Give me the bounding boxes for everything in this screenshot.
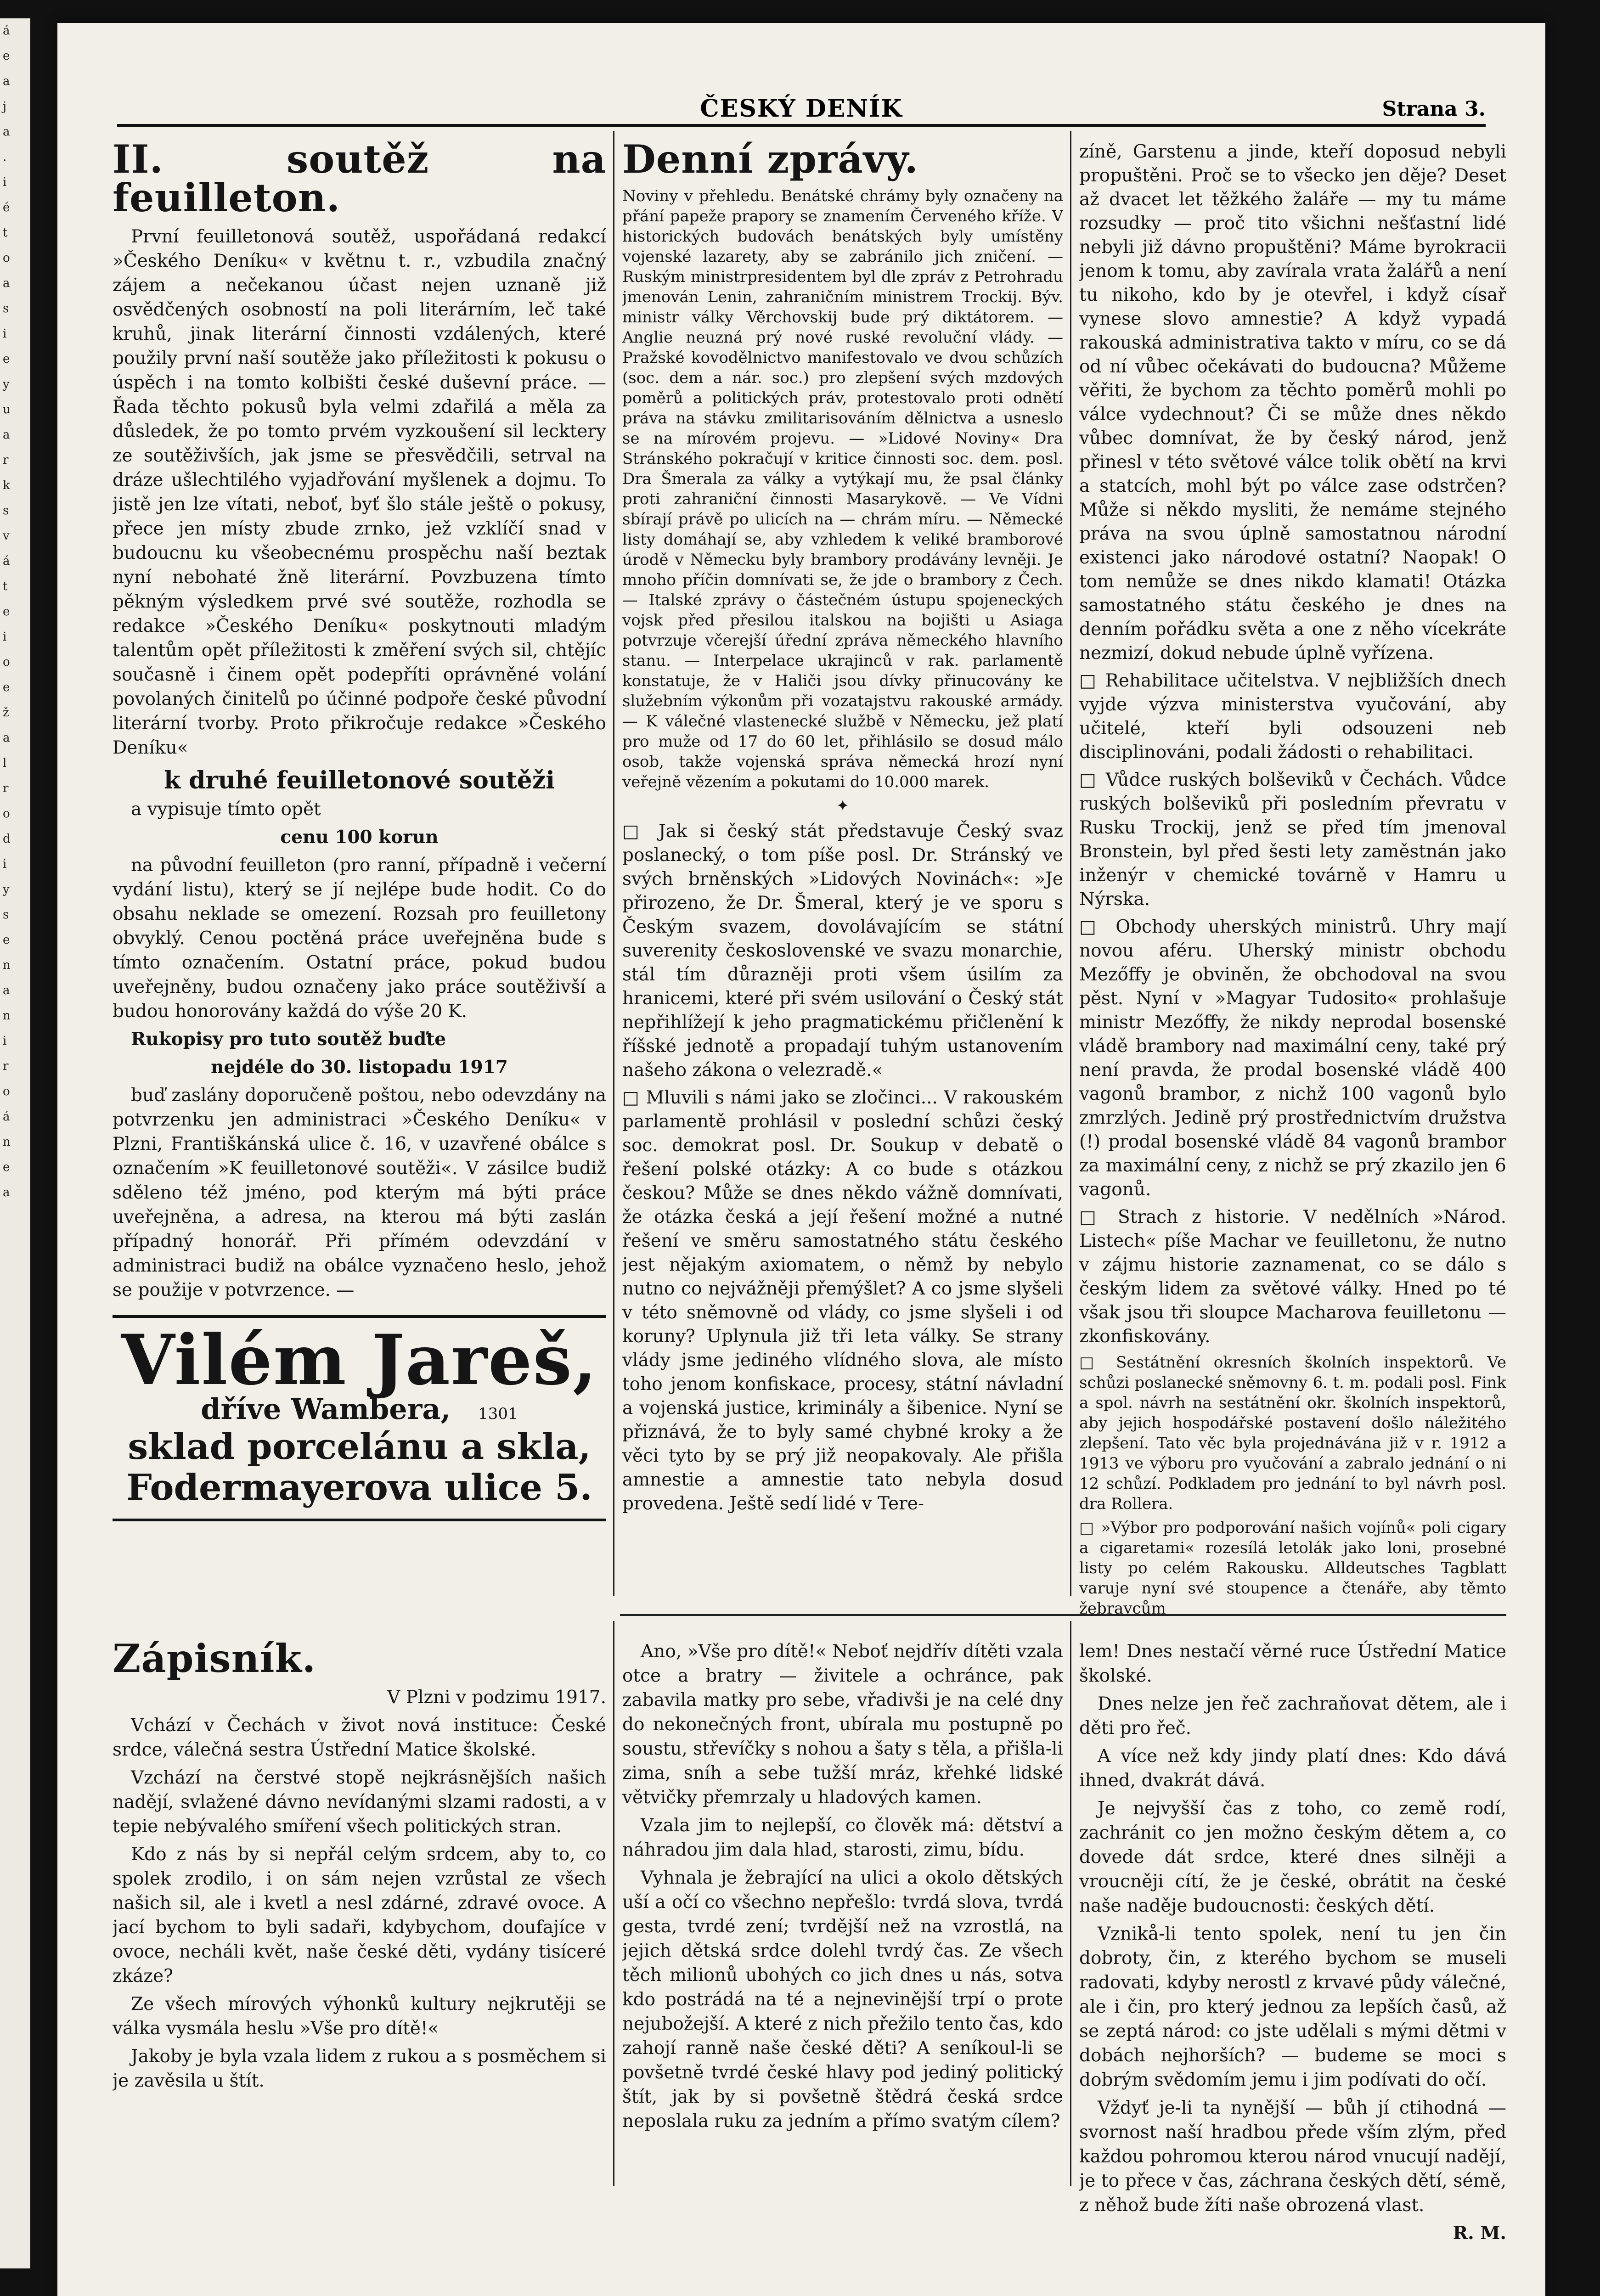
notebook-paragraph: Jakoby je byla vzala lidem z rukou a s posměchem si je zavěsila u štít. <box>113 2046 606 2091</box>
edge-glyph: a <box>3 125 10 139</box>
edge-glyph: e <box>3 352 10 366</box>
ad-number: 1301 <box>478 1404 518 1423</box>
edge-glyph: t <box>3 226 8 240</box>
edge-glyph: a <box>3 984 10 997</box>
edge-glyph: é <box>3 201 10 214</box>
newspaper-page <box>57 23 1545 2296</box>
edge-glyph: i <box>3 327 7 341</box>
edge-glyph: . <box>3 150 7 164</box>
notebook-paragraph: A více než kdy jindy platí dnes: Kdo dává ihned, dvakrát dává. <box>1079 1746 1506 1791</box>
running-header <box>117 92 1486 127</box>
edge-glyph: n <box>3 958 11 972</box>
edge-glyph: o <box>3 807 10 821</box>
edge-glyph: n <box>3 1135 11 1149</box>
notebook-paragraph: Kdo z nás by si nepřál celým srdcem, aby to, co spolek zrodilo, i on sám nejen vzrůstal ze všech našich sil, ale i kvetl a nesl zdárné, zdravé ovoce. A jací bychom to byli sadaři, kdybychom, doufajíce v ovoce, necháli květ, naše české děti, vydány tisíceré zkáze? <box>113 1844 606 1986</box>
edge-glyph: e <box>3 681 10 694</box>
edge-glyph: á <box>3 554 10 568</box>
news-item: □ Mluvili s námi jako se zločinci... V rakouském parlamentě prohlásil v poslední schůzi český soc. demokrat posl. Dr. Soukup v debatě o řešení polské otázky: A co bude s otázkou českou? Může se dnes někdo vážně domnívati, že otázka česká a její řešení možné a nutné řešení ve směru samostatného státu českého jest nějakým axiomatem, o němž by nebylo nutno co nejvážněji přemýšlet? A co jsme slyšeli v této sněmovně od vlády, co jsme slyšeli i od koruny? Uplynula již tři leta války. Se strany vlády jsme jediného vlídného slova, ale místo toho jenom konfiskace, procesy, státní návladní a vojenská justice, kriminály a šibenice. Nyní se přiznává, že to byly samé chybné kroky a že věci tyto by se prý již neopakovaly. Ale přišla amnestie a amnestie tato nebyla dosud provedena. Ještě sedí lidé v Tere- <box>622 1087 1063 1514</box>
edge-glyph: s <box>3 504 9 518</box>
notebook-paragraph: Vzala jim to nejlepší, co člověk má: dětství a náhradou jim dala hlad, starosti, zimu, bídu. <box>622 1815 1063 1860</box>
daily-news-column <box>622 140 1063 1519</box>
edge-glyph: y <box>3 883 10 896</box>
notebook-paragraph: Vzchází na čerstvé stopě nejkrásnějších našich nadějí, svlažené dávno nevídanými slzami radosti, a v tepie nebývalého smíření všech politických stran. <box>113 1767 606 1837</box>
edge-glyph: t <box>3 580 8 593</box>
contest-deadline-label: Rukopisy pro tuto soutěž buďte <box>131 1029 446 1050</box>
edge-glyph: e <box>3 49 10 63</box>
contest-paragraph: První feuilletonová soutěž, uspořádaná redakcí »Českého Deníku« v květnu t. r., vzbudila značný zájem a nečekanou účast nejen uznaně již osvědčených osobností na poli literárním, leč také kruhů, jinak literární činnosti vzdálených, které použily první naší soutěže jako příležitosti k pokusu o úspěch i na tomto kolbišti české duševní práce. — Řada těchto pokusů byla velmi zdařilá a měla za důsledek, že po tomto prvém vyzkoušení sil lecktery ze soutěživších, jak jsme se přesvědčili, setrval na dráze ušlechtilého vyjadřování myšlenek a dojmu. To jistě jen lze vítati, neboť, byť šlo stále ještě o pokusy, přece jen místy zbude zrnko, jež vzklíčí snad v budoucnu ku všeobecnému prospěchu naší beztak nyní nebohaté žně literární. Povzbuzena tímto pěkným výsledkem prvé své soutěže, rozhodla se redakce »Českého Deníku« poskytnouti mladým talentům opět příležitosti k změření svých sil, chtějíc současně i činem opět podepříti oprávněné volání povolaných činitelů po účinné podpoře české původní literární tvorby. Proto přikročuje redakce »Českého Deníku« <box>113 226 606 758</box>
edge-glyph: k <box>3 478 10 492</box>
page-number: Strana 3. <box>1382 97 1486 121</box>
edge-glyph: d <box>3 832 11 846</box>
contest-paragraph: buď zaslány doporučeně poštou, nebo odevzdány na potvrzenku jen administraci »Českého Deníku« v Plzni, Františkánská ulice č. 16, v uzavřené obálce s označením »K feuilletonové soutěži«. V zásilce budiž sděleno též jméno, pod kterým má býti práce uveřejněna, a adresa, na kterou má býti zaslán případný honorář. Při přímém odevzdání v administraci budiž na obálce vyznačeno heslo, jehož se použije v potvrzence. — <box>113 1085 606 1300</box>
notebook-paragraph: Je nejvyšší čas z toho, co země rodí, zachránit co jen možno českým dětem a, co dovede dát srdce, které dnes silněji a vroucněji cítí, že je české, obrátit na české naše naděje budoucnosti: českých dětí. <box>1079 1798 1506 1916</box>
ad-line: sklad porcelánu a skla, <box>128 1425 591 1468</box>
news-item: □ »Výbor pro podporování našich vojínů« poli cigary a cigaretami« rozesílá letolák jako loni, prosebné listy po celém Rakousku. Alldeutsches Tagblatt varuje nyní své stoupence a čtenáře, aby těmto žebravcům <box>1079 1519 1506 1618</box>
ad-line: Fodermayerova ulice 5. <box>126 1467 592 1509</box>
notebook-paragraph: Vchází v Čechách v život nová instituce: České srdce, válečná sestra Ústřední Matice školské. <box>113 1715 606 1760</box>
edge-glyph: á <box>3 24 10 38</box>
notebook-column <box>113 1639 606 2097</box>
edge-glyph: e <box>3 933 10 947</box>
edge-glyph: o <box>3 1085 10 1098</box>
edge-glyph: a <box>3 1186 10 1199</box>
ad-name: Vilém Jareš, <box>121 1320 598 1401</box>
edge-glyph: o <box>3 655 10 669</box>
edge-glyph: r <box>3 453 9 467</box>
feuilleton-contest-column <box>113 140 606 1521</box>
notebook-heading: Zápisník. <box>113 1639 316 1681</box>
notebook-paragraph: Vznikå-li tento spolek, není tu jen čin dobroty, čin, z kterého bychom se museli radovati, kdyby nerostl z krvavé půdy válečné, ale i čin, pro který jednou za lepších časů, až se zeptá národ: co jste udělali s mými dětmi v dobách nejhorších? — budeme se moci s dobrým svědomím jemu i jim podívati do očí. <box>1079 1924 1506 2090</box>
notebook-dateline: V Plzni v podzimu 1917. <box>387 1687 606 1708</box>
news-column-continued <box>1079 140 1506 1622</box>
edge-glyph: s <box>3 908 9 922</box>
edge-glyph: v <box>3 529 10 543</box>
column-rule <box>613 1621 614 2186</box>
contest-deadline-date: nejdéle do 30. listopadu 1917 <box>211 1057 508 1078</box>
edge-glyph: i <box>3 857 7 871</box>
contest-subheading: k druhé feuilletonové soutěži <box>163 766 555 794</box>
ad-formerly: dříve Wambera, <box>201 1392 451 1426</box>
contest-prize: cenu 100 korun <box>280 827 439 848</box>
edge-glyph: ž <box>3 706 9 720</box>
edge-glyph: i <box>3 1034 7 1048</box>
edge-glyph: i <box>3 630 7 644</box>
edge-glyph: i <box>3 175 7 189</box>
edge-glyph: e <box>3 1160 10 1174</box>
notebook-paragraph: Vždyť je-li ta nynější — bůh jí ctihodná — svornost naší hradbou přede vším zlým, před každou pohromou kterou národ vnucují nadějí, je to přece v čas, záchrana českých dětí, sémě, z něhož bude žíti naše obrozená vlast. <box>1079 2098 1506 2216</box>
edge-glyph: n <box>3 1009 11 1023</box>
edge-glyph: u <box>3 403 11 416</box>
notebook-paragraph: lem! Dnes nestačí věrné ruce Ústřední Matice školské. <box>1079 1641 1506 1686</box>
notebook-column-2 <box>622 1639 1063 2137</box>
news-item: □ Sestátnění okresních školních inspektorů. Ve schůzi poslanecké sněmovny 6. t. m. podali posl. Fink a spol. návrh na sestátnění okr. školních inspektorů, aby jejich hospodářské postavení došlo náležitého zlepšení. Tato věc byla projednávána již v r. 1912 a 1913 ve výboru pro vyučování a zabralo jednání o ni 12 schůzí. Podkladem pro jednání to byl návrh posl. dra Rollera. <box>1079 1353 1506 1513</box>
notebook-paragraph: Vyhnala je žebrající na ulici a okolo dětských uší a očí co všechno nepřešlo: tvrdá slova, tvrdá gesta, tvrdé zení; tvrdější než na vzrostlá, na jejich dětská srdce dolehl tvrdý čas. Ze všech těch milionů ubohých co jich dnes u nás, sotva kdo postrádá na té a nejnevinější trpí o prote nejubožejší. A které z nich přežilo tento čas, kdo zahojí ranně naše české děti? A seníkoul-li se povšetně tvrdé české hlavy pod jediný politický štít, jak by si povšetně štědrá česká srdce neposlala ruku za jedním a přímo svatým cílem? <box>622 1868 1063 2132</box>
edge-glyph: a <box>3 428 10 442</box>
news-item: □ Strach z historie. V nedělních »Národ. Listech« píše Machar ve feuilletonu, že nutno v zájmu historie zaznamenat, co se dálo s českým lidem za světové války. Hned po té však jsou tři sloupce Macharova feuilletonu — zkonfiskovány. <box>1079 1207 1506 1347</box>
edge-glyph: a <box>3 731 10 745</box>
notebook-paragraph: Ano, »Vše pro dítě!« Neboť nejdřív dítěti vzala otce a bratry — živitele a ochránce, pak zabavila matky pro sebe, vřadivši je na celé dny do nekonečných front, ubírala mu postupně po soustu, střevíčky s nohou a šaty s těla, a přišla-li zima, sníh a sebe tužší mráz, křehké lidské větvičky přemrzaly u hladových kamen. <box>622 1641 1063 1808</box>
column-rule <box>613 131 614 1596</box>
news-item: zíně, Garstenu a jinde, kteří doposud nebyli propuštěni. Proč se to všecko jen děje? Deset až dvacet let těžkého žaláře — my tu máme rozsudky — proč tito všichni nešťastní lidé nebyli již dávno propuštěni? Máme byrokracii jenom k tomu, aby zavírala vrata žalářů a není tu nikoho, kdo by je otevřel, i když císař vynese slovo amnestie? A když vypadá rakouská administrativa takto v míru, co se dá od ní vůbec očekávati do budoucna? Můžeme věřiti, že bychom za těchto poměrů mohli po válce vydechnout? Či se může dnes někdo vůbec domnívat, že by český národ, jenž přinesl v této světové válce tolik obětí na krvi a statcích, mohl být po válce zase odstrčen? Může si někdo mysliti, že nemáme stejného práva na svou úplně samostatnou národní existenci jako národové ostatní? Naopak! O tom nemůže se dnes nikdo klamati! Otázka samostatného státu českého je dnes na denním pořádku světa a one z něho vícekráte nezmizí, dokud nebude úplně vyřízena. <box>1079 141 1506 664</box>
edge-glyph: a <box>3 74 10 88</box>
advertisement <box>113 1315 606 1521</box>
edge-glyph: e <box>3 605 10 619</box>
edge-glyph: o <box>3 251 10 265</box>
news-item: □ Rehabilitace učitelstva. V nejbližších dnech vyjde výzva ministerstva vyučování, aby učitelé, kteří byli odsouzeni neb disciplinováni, podali žádosti o rehabilitaci. <box>1079 670 1506 763</box>
edge-glyph: á <box>3 1110 10 1124</box>
notebook-paragraph: Ze všech mírových výhonků kultury nejkrutěji se válka vysmála heslu »Vše pro dítě!« <box>113 1994 606 2039</box>
edge-glyph: j <box>3 100 7 113</box>
notebook-paragraph: Dnes nelze jen řeč zachraňovat dětem, ale i děti pro řeč. <box>1079 1694 1506 1739</box>
edge-glyph: y <box>3 377 10 391</box>
news-item: □ Jak si český stát představuje Český svaz poslanecký, o tom píše posl. Dr. Stránský ve svých brněnských »Lidových Novinách«: »Je přirozeno, že Dr. Šmeral, který je ve sporu s Českým svazem, dovolávajícím se státní suverenity československé ve svazu monarchie, stál tím důrazněji proti všem úsilím za hranicemi, které při svém usilování o Český stát nepřihlížejí k jeho pragmatickému přičlenění k říšské jednotě a propadají tuhým ustanovením našeho zákona o velezradě.« <box>622 821 1063 1080</box>
contest-paragraph: a vypisuje tímto opět <box>131 799 321 820</box>
news-item: □ Vůdce ruských bolševiků v Čechách. Vůdce ruských bolševiků při posledním převratu v Rusku Trockij, jenž se před tím jmenoval Bronstein, byl před šesti lety zaměstnán jako inženýr v chemické továrně v Hamru u Nýrska. <box>1079 770 1506 910</box>
edge-glyph: r <box>3 1059 9 1073</box>
edge-glyph: a <box>3 276 10 290</box>
masthead-title: ČESKÝ DENÍK <box>700 95 903 123</box>
edge-glyph: l <box>3 756 7 770</box>
column-rule <box>1070 1621 1071 2186</box>
edge-glyph: s <box>3 302 9 315</box>
author-signature: R. M. <box>1453 2223 1506 2244</box>
adjacent-page-edge <box>0 18 30 2268</box>
news-brief: Noviny v přehledu. Benátské chrámy byly označeny na přání papeže prapory se znamením Červeného kříže. V historických budovách benátských byly umístěny vojenské lazarety, aby se zabránilo jich zničení. — Ruským ministrpresidentem byl dle zpráv z Petrohradu jmenován Lenin, zahraničním ministrem Trockij. Býv. ministr války Věrchovskij bude prý diktátorem. — Anglie neuzná prý nové ruské revoluční vlády. — Pražské kovodělnictvo manifestovalo ve dvou schůzích (soc. dem a nár. soc.) pro zlepšení svých mzdových poměrů a politických práv, protestovalo proti odnětí práva na stávku zmilitarisováním dělnictva a usneslo se na mírovém projevu. — »Lidové Noviny« Dra Stránského pokračují v kritice činnosti soc. dem. posl. Dra Šmerala za války a vytýkají mu, že psal články proti zahraniční činnosti Masarykově. — Ve Vídni sbírají právě po ulicích na — chrám míru. — Německé listy domáhají se, aby vzhledem k veliké bramborové úrodě v Německu byly brambory prodávány levněji. Je mnoho příčin domnívati se, že jde o brambory z Čech. — Italské zprávy o částečném ústupu spojeneckých vojsk před přesilou italskou na bojišti u Asiaga potvrzuje včerejší úřední zpráva německého hlavního stanu. — Interpelace ukrajinců v rak. parlamentě konstatuje, že v Haliči jsou dívky přinucovány ke služebním výkonům při vozatajstvu rakouské armády. — K válečné vlastenecké službě v Německu, jež platí pro muže od 17 do 60 let, přihlásilo se dosud málo osob, takže vojenská správa německá hrozí nyní veřejně vězením a pokutami do 10.000 marek. <box>622 187 1063 791</box>
notebook-column-3 <box>1079 1639 1506 2249</box>
contest-paragraph: na původní feuilleton (pro ranní, případně i večerní vydání listu), který se jí nejlépe bude hodit. Co do obsahu neklade se omezení. Rozsah pro feuilletony obvyklý. Cenou poctěná práce uveřejněna bude s tímto označením. Ostatní práce, pokud budou uveřejněny, budou označeny jako práce soutěživší a budou honorovány každá do výše 20 K. <box>113 855 606 1022</box>
news-item: □ Obchody uherských ministrů. Uhry mají novou aféru. Uherský ministr obchodu Mezőffy je obviněn, že obchodoval na svou pěst. Nyní v »Magyar Tudosito« prohlašuje ministr Mezőffy, že nikdy neprodal bosenské vládě brambory nad maximální ceny, také prý není pravda, že prodal bosenské vládě 400 vagonů brambor, z nichž 100 vagonů bylo zmrzlých. Jedině prý prostřednictvím družstva (!) prodal bosenské vládě 84 vagonů brambor za maximální ceny, z nichž se prý zkazilo jen 6 vagonů. <box>1079 917 1506 1200</box>
daily-news-heading: Denní zprávy. <box>622 140 918 182</box>
separator-star: ✦ <box>836 797 850 815</box>
contest-heading: II. soutěž na feuilleton. <box>113 140 606 220</box>
column-rule <box>1070 131 1071 1596</box>
edge-glyph: r <box>3 782 9 795</box>
